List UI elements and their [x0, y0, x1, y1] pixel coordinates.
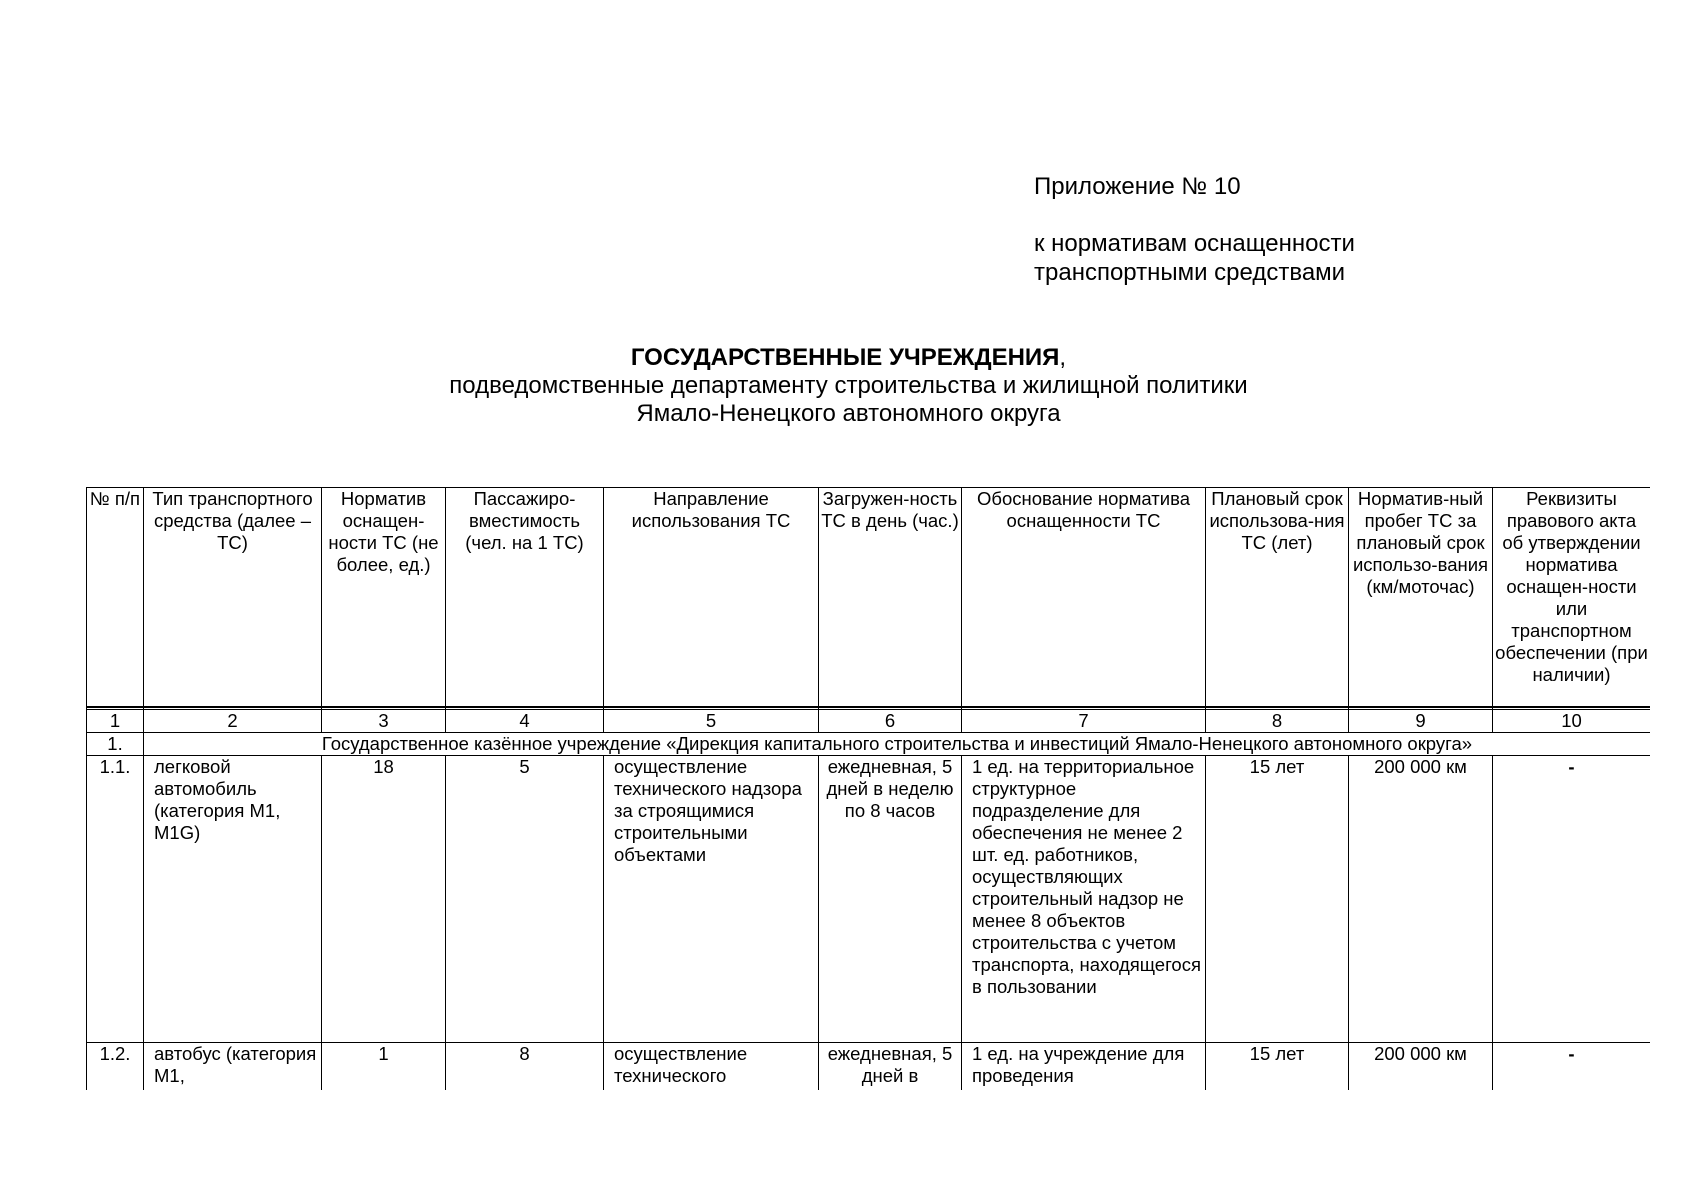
appendix-to-line2: транспортными средствами	[1034, 259, 1346, 286]
justification: 1 ед. на территориальное структурное подразделение для обеспечения не менее 2 шт. ед. работников, осуществляющих строительный надзор не менее 8 объектов строительства с учетом транспорта, находящегося в пользовании	[962, 756, 1206, 1043]
norm-count: 1	[322, 1043, 446, 1091]
daily-load: ежедневная, 5 дней в неделю по 8 часов	[819, 756, 962, 1043]
heading-line3: Ямало-Ненецкого автономного округа	[636, 400, 1061, 427]
column-number: 1	[87, 710, 144, 733]
header-cell: Реквизиты правового акта об утверждении норматива оснащен-ности или транспортном обеспечении (при наличии)	[1493, 488, 1651, 708]
column-number: 7	[962, 710, 1206, 733]
norm-count: 18	[322, 756, 446, 1043]
vehicle-type: легковой автомобиль (категория М1, М1G)	[144, 756, 322, 1043]
usage-term: 15 лет	[1206, 1043, 1349, 1091]
column-number: 2	[144, 710, 322, 733]
column-number: 6	[819, 710, 962, 733]
column-number: 8	[1206, 710, 1349, 733]
norm-mileage: 200 000 км	[1349, 756, 1493, 1043]
header-cell: Норматив оснащен-ности ТС (не более, ед.)	[322, 488, 446, 708]
row-number: 1.2.	[87, 1043, 144, 1091]
header-cell: Загружен-ность ТС в день (час.)	[819, 488, 962, 708]
appendix-title: Приложение № 10	[1034, 173, 1241, 200]
header-cell: Плановый срок использова-ния ТС (лет)	[1206, 488, 1349, 708]
document-heading	[0, 344, 1697, 428]
heading-bold: ГОСУДАРСТВЕННЫЕ УЧРЕЖДЕНИЯ	[630, 344, 1060, 371]
header-cell: Обоснование норматива оснащенности ТС	[962, 488, 1206, 708]
column-number: 5	[604, 710, 819, 733]
justification: 1 ед. на учреждение для проведения	[962, 1043, 1206, 1091]
column-number-row	[87, 710, 1651, 733]
usage-term: 15 лет	[1206, 756, 1349, 1043]
norms-table	[86, 487, 1650, 1090]
column-number: 9	[1349, 710, 1493, 733]
column-number: 10	[1493, 710, 1651, 733]
passenger-capacity: 5	[446, 756, 604, 1043]
legal-act: -	[1493, 1043, 1651, 1091]
organization-row	[87, 733, 1651, 756]
row-number: 1.1.	[87, 756, 144, 1043]
usage-purpose: осуществление технического надзора за строящимися строительными объектами	[604, 756, 819, 1043]
table-header-row	[87, 488, 1651, 708]
heading-line2: подведомственные департаменту строительства и жилищной политики	[449, 372, 1248, 399]
appendix-to-line1: к нормативам оснащенности	[1034, 230, 1355, 257]
daily-load: ежедневная, 5 дней в	[819, 1043, 962, 1091]
org-number: 1.	[87, 733, 144, 756]
norm-mileage: 200 000 км	[1349, 1043, 1493, 1091]
table-row	[87, 756, 1651, 1043]
norms-table-wrapper	[86, 487, 1650, 1090]
header-cell: Пассажиро-вместимость (чел. на 1 ТС)	[446, 488, 604, 708]
passenger-capacity: 8	[446, 1043, 604, 1091]
header-cell: Тип транспортного средства (далее – ТС)	[144, 488, 322, 708]
column-number: 3	[322, 710, 446, 733]
legal-act: -	[1493, 756, 1651, 1043]
header-cell: Направление использования ТС	[604, 488, 819, 708]
org-name: Государственное казённое учреждение «Дирекция капитального строительства и инвестиций Ямало-Ненецкого автономного округа»	[144, 733, 1651, 756]
usage-purpose: осуществление технического	[604, 1043, 819, 1091]
column-number: 4	[446, 710, 604, 733]
header-cell: Норматив-ный пробег ТС за плановый срок использо-вания (км/моточас)	[1349, 488, 1493, 708]
appendix-block	[1034, 172, 1355, 287]
table-row	[87, 1043, 1651, 1091]
heading-comma: ,	[1059, 344, 1067, 371]
vehicle-type: автобус (категория М1,	[144, 1043, 322, 1091]
heading-title	[0, 344, 1697, 372]
header-cell: № п/п	[87, 488, 144, 708]
